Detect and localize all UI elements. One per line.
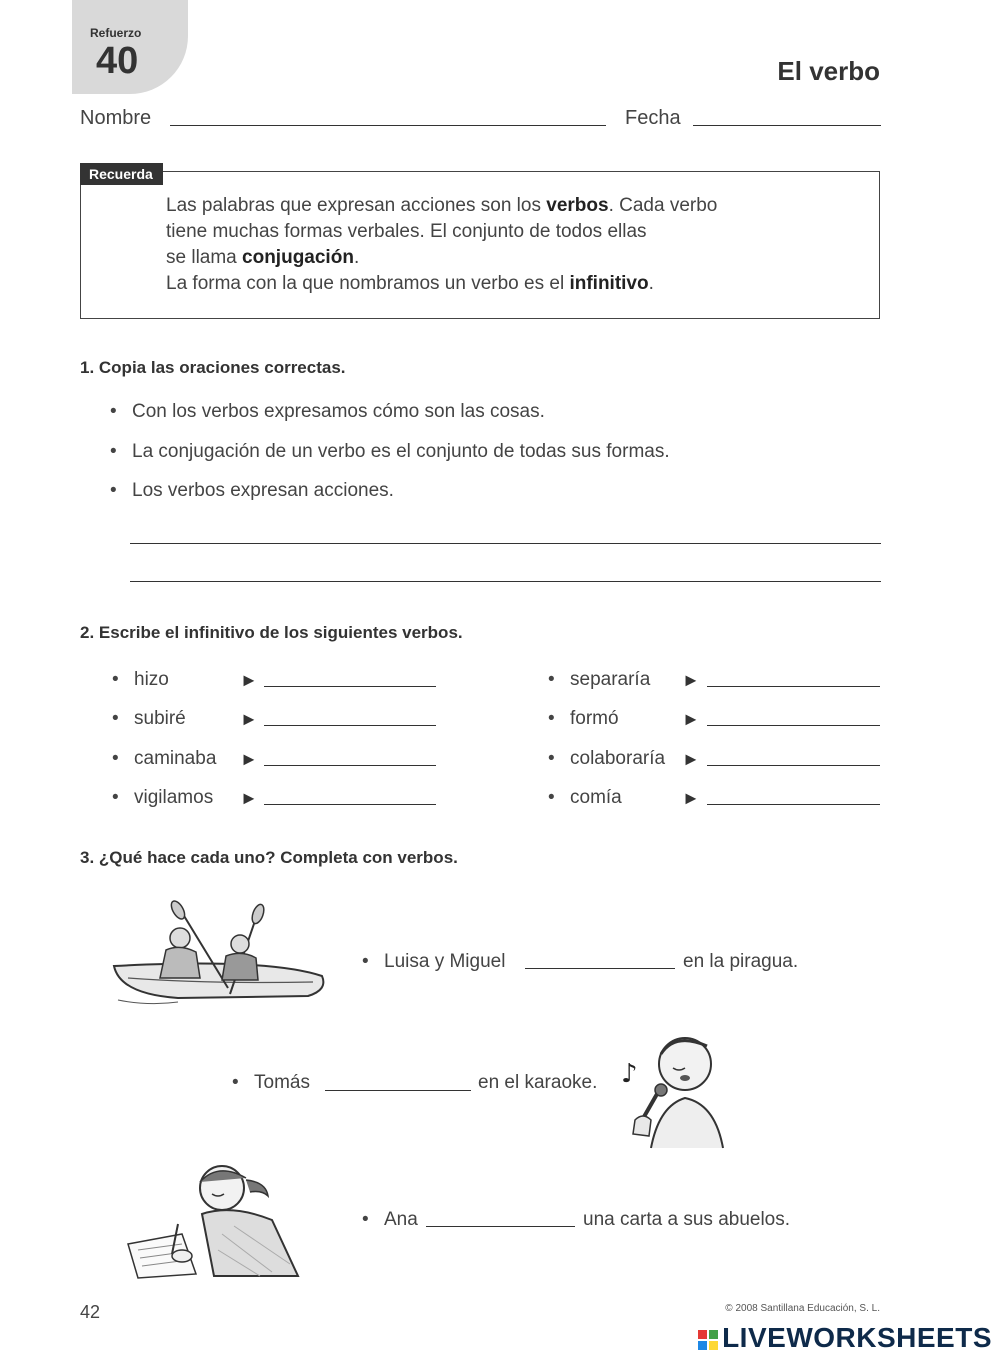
infinitive-field[interactable]	[264, 686, 436, 687]
canoe-illustration	[108, 898, 330, 1010]
date-label: Fecha	[625, 107, 681, 129]
exercise-2-title: 2. Escribe el infinitivo de los siguientes verbos.	[80, 623, 463, 642]
infinitive-field[interactable]	[264, 725, 436, 726]
verb-item: • subiré	[112, 708, 186, 729]
answer-line[interactable]	[130, 581, 881, 582]
tab-number: 40	[96, 40, 139, 82]
verb-item: • vigilamos	[112, 787, 214, 808]
svg-text:♪: ♪	[621, 1059, 638, 1089]
verb-item: • hizo	[112, 669, 169, 690]
verb-item: • colaboraría	[548, 748, 666, 769]
sentence-3-end: una carta a sus abuelos.	[583, 1209, 791, 1230]
verb-item: • caminaba	[112, 748, 217, 769]
sentence-1: • Luisa y Miguel	[362, 951, 506, 972]
arrow-icon: ►	[682, 788, 700, 808]
arrow-icon: ►	[240, 709, 258, 729]
verb-item: • comía	[548, 787, 622, 808]
exercise-1-bullet: • Con los verbos expresamos cómo son las cosas.	[110, 401, 545, 422]
recuerda-line-1: Las palabras que expresan acciones son los verbos. Cada verbo	[166, 195, 718, 216]
copyright: © 2008 Santillana Educación, S. L.	[725, 1303, 880, 1314]
sentence-2-end: en el karaoke.	[478, 1072, 598, 1093]
recuerda-text	[166, 193, 846, 297]
verb-field[interactable]	[325, 1090, 471, 1091]
recuerda-label: Recuerda	[80, 163, 163, 185]
exercise-1-bullet: • Los verbos expresan acciones.	[110, 480, 394, 501]
infinitive-field[interactable]	[707, 765, 880, 766]
infinitive-field[interactable]	[264, 804, 436, 805]
girl-writing-illustration	[122, 1154, 322, 1280]
liveworksheets-logo[interactable]	[698, 1322, 992, 1354]
arrow-icon: ►	[240, 749, 258, 769]
infinitive-field[interactable]	[264, 765, 436, 766]
singer-illustration	[615, 1024, 740, 1149]
logo-square	[709, 1341, 718, 1350]
arrow-icon: ►	[240, 670, 258, 690]
recuerda-line-3: se llama conjugación.	[166, 247, 360, 268]
date-field[interactable]	[693, 125, 881, 126]
verb-field[interactable]	[426, 1226, 575, 1227]
infinitive-field[interactable]	[707, 686, 880, 687]
sentence-3: • Ana	[362, 1209, 418, 1230]
arrow-icon: ►	[682, 749, 700, 769]
arrow-icon: ►	[682, 709, 700, 729]
recuerda-line-2: tiene muchas formas verbales. El conjunto de todos ellas	[166, 221, 647, 242]
arrow-icon: ►	[682, 670, 700, 690]
logo-square	[698, 1341, 707, 1350]
logo-text: LIVEWORKSHEETS	[722, 1322, 992, 1353]
verb-item: • formó	[548, 708, 619, 729]
infinitive-field[interactable]	[707, 804, 880, 805]
sentence-2: • Tomás	[232, 1072, 310, 1093]
verb-field[interactable]	[525, 968, 675, 969]
logo-square	[698, 1330, 707, 1339]
verb-item: • separaría	[548, 669, 651, 690]
arrow-icon: ►	[240, 788, 258, 808]
tab-label: Refuerzo	[90, 26, 142, 40]
logo-squares-icon	[698, 1330, 718, 1350]
infinitive-field[interactable]	[707, 725, 880, 726]
page-title: El verbo	[777, 56, 880, 86]
name-field[interactable]	[170, 125, 606, 126]
logo-square	[709, 1330, 718, 1339]
sentence-1-end: en la piragua.	[683, 951, 799, 972]
page-number: 42	[80, 1302, 101, 1322]
exercise-1-title: 1. Copia las oraciones correctas.	[80, 358, 346, 377]
name-label: Nombre	[80, 107, 152, 129]
recuerda-line-4: La forma con la que nombramos un verbo es el infinitivo.	[166, 273, 654, 294]
answer-line[interactable]	[130, 543, 881, 544]
exercise-3-title: 3. ¿Qué hace cada uno? Completa con verbos.	[80, 848, 458, 867]
exercise-1-bullet: • La conjugación de un verbo es el conjunto de todas sus formas.	[110, 441, 670, 462]
